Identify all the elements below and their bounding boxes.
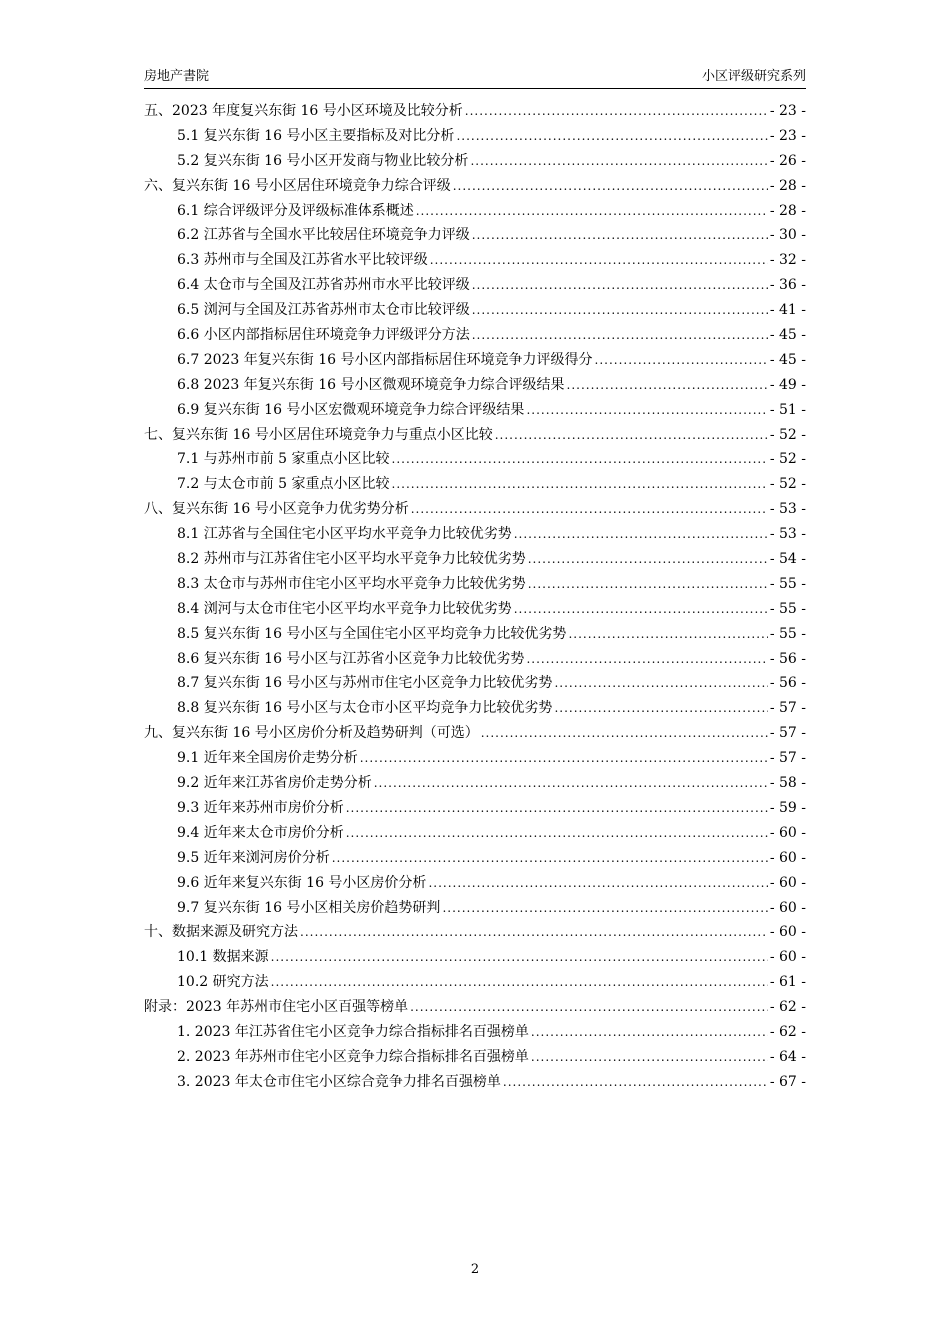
toc-dot-leader <box>428 871 767 896</box>
toc-entry-title: 6.3 苏州市与全国及江苏省水平比较评级 <box>177 252 428 269</box>
toc-section-entry[interactable] <box>144 323 806 348</box>
toc-entry-page: - 55 - <box>769 575 806 592</box>
toc-dot-leader <box>528 547 768 572</box>
toc-dot-leader <box>300 920 768 945</box>
toc-dot-leader <box>410 995 768 1020</box>
toc-entry-title: 2. 2023 年苏州市住宅小区竞争力综合指标排名百强榜单 <box>177 1048 529 1065</box>
toc-entry-page: - 49 - <box>769 376 806 393</box>
toc-section-entry[interactable] <box>144 597 806 622</box>
toc-entry-title: 七、复兴东街 16 号小区居住环境竞争力与重点小区比较 <box>144 426 493 443</box>
toc-entry-title: 6.9 复兴东街 16 号小区宏微观环境竞争力综合评级结果 <box>177 401 525 418</box>
toc-entry-page: - 28 - <box>769 202 806 219</box>
toc-entry-page: - 58 - <box>769 775 806 792</box>
toc-dot-leader <box>392 472 768 497</box>
toc-section-entry[interactable] <box>144 398 806 423</box>
table-of-contents <box>144 99 806 1095</box>
toc-entry-page: - 60 - <box>769 824 806 841</box>
toc-section-entry[interactable] <box>144 771 806 796</box>
toc-entry-page: - 60 - <box>769 899 806 916</box>
toc-dot-leader <box>416 199 768 224</box>
toc-entry-title: 5.2 复兴东街 16 号小区开发商与物业比较分析 <box>177 152 469 169</box>
toc-dot-leader <box>472 298 768 323</box>
toc-entry-title: 9.7 复兴东街 16 号小区相关房价趋势研判 <box>177 899 441 916</box>
toc-entry-page: - 59 - <box>769 799 806 816</box>
toc-entry-page: - 36 - <box>769 277 806 294</box>
toc-dot-leader <box>411 497 768 522</box>
toc-section-entry[interactable] <box>144 796 806 821</box>
toc-dot-leader <box>514 597 768 622</box>
toc-section-entry[interactable] <box>144 522 806 547</box>
toc-entry-page: - 53 - <box>769 526 806 543</box>
toc-entry-page: - 57 - <box>769 725 806 742</box>
toc-dot-leader <box>514 522 768 547</box>
toc-entry-title: 9.1 近年来全国房价走势分析 <box>177 750 358 767</box>
toc-entry-title: 6.7 2023 年复兴东街 16 号小区内部指标居住环境竞争力评级得分 <box>177 351 593 368</box>
toc-dot-leader <box>481 721 768 746</box>
toc-dot-leader <box>465 99 768 124</box>
toc-entry-title: 1. 2023 年江苏省住宅小区竞争力综合指标排名百强榜单 <box>177 1023 529 1040</box>
toc-section-entry[interactable] <box>144 472 806 497</box>
toc-entry-page: - 60 - <box>769 849 806 866</box>
toc-dot-leader <box>430 248 768 273</box>
toc-section-entry[interactable] <box>144 298 806 323</box>
toc-entry-page: - 61 - <box>769 974 806 991</box>
toc-entry-page: - 45 - <box>769 351 806 368</box>
toc-section-entry[interactable] <box>144 970 806 995</box>
toc-section-entry[interactable] <box>144 896 806 921</box>
toc-dot-leader <box>526 398 767 423</box>
toc-entry-title: 10.1 数据来源 <box>177 949 269 966</box>
toc-dot-leader <box>346 796 768 821</box>
toc-dot-leader <box>531 1045 768 1070</box>
toc-entry-page: - 30 - <box>769 227 806 244</box>
toc-entry-page: - 52 - <box>769 426 806 443</box>
toc-section-entry[interactable] <box>144 1070 806 1095</box>
toc-dot-leader <box>554 671 767 696</box>
toc-chapter-entry[interactable] <box>144 920 806 945</box>
toc-entry-page: - 57 - <box>769 700 806 717</box>
toc-dot-leader <box>392 447 768 472</box>
toc-entry-title: 6.2 江苏省与全国水平比较居住环境竞争力评级 <box>177 227 470 244</box>
toc-dot-leader <box>595 348 768 373</box>
toc-entry-page: - 53 - <box>769 501 806 518</box>
toc-section-entry[interactable] <box>144 124 806 149</box>
toc-dot-leader <box>453 174 768 199</box>
toc-entry-page: - 23 - <box>769 103 806 119</box>
toc-section-entry[interactable] <box>144 821 806 846</box>
toc-dot-leader <box>526 647 767 672</box>
toc-entry-page: - 62 - <box>769 999 806 1016</box>
toc-section-entry[interactable] <box>144 647 806 672</box>
toc-entry-title: 十、数据来源及研究方法 <box>144 924 298 941</box>
toc-dot-leader <box>568 622 767 647</box>
toc-section-entry[interactable] <box>144 746 806 771</box>
toc-entry-title: 9.4 近年来太仓市房价分析 <box>177 824 344 841</box>
toc-chapter-entry[interactable] <box>144 423 806 448</box>
toc-section-entry[interactable] <box>144 1020 806 1045</box>
toc-entry-title: 8.6 复兴东街 16 号小区与江苏省小区竞争力比较优劣势 <box>177 650 525 667</box>
toc-entry-title: 9.2 近年来江苏省房价走势分析 <box>177 775 372 792</box>
page-header <box>144 66 806 89</box>
toc-section-entry[interactable] <box>144 622 806 647</box>
toc-section-entry[interactable] <box>144 223 806 248</box>
toc-section-entry[interactable] <box>144 547 806 572</box>
toc-entry-page: - 32 - <box>769 252 806 269</box>
toc-entry-page: - 23 - <box>769 127 806 144</box>
toc-dot-leader <box>528 572 768 597</box>
toc-entry-page: - 60 - <box>769 924 806 941</box>
toc-entry-title: 六、复兴东街 16 号小区居住环境竞争力综合评级 <box>144 177 451 194</box>
toc-entry-page: - 54 - <box>769 551 806 568</box>
toc-entry-title: 6.4 太仓市与全国及江苏省苏州市水平比较评级 <box>177 277 470 294</box>
toc-entry-page: - 56 - <box>769 650 806 667</box>
toc-entry-title: 八、复兴东街 16 号小区竞争力优劣势分析 <box>144 501 409 518</box>
toc-entry-page: - 28 - <box>769 177 806 194</box>
toc-entry-title: 9.5 近年来浏河房价分析 <box>177 849 330 866</box>
toc-section-entry[interactable] <box>144 945 806 970</box>
toc-entry-page: - 41 - <box>769 302 806 319</box>
toc-entry-title: 6.8 2023 年复兴东街 16 号小区微观环境竞争力综合评级结果 <box>177 376 565 393</box>
header-publisher: 房地产書院 <box>144 69 210 84</box>
toc-entry-title: 7.1 与苏州市前 5 家重点小区比较 <box>177 451 390 468</box>
toc-entry-title: 5.1 复兴东街 16 号小区主要指标及对比分析 <box>177 127 455 144</box>
toc-entry-title: 8.8 复兴东街 16 号小区与太仓市小区平均竞争力比较优劣势 <box>177 700 553 717</box>
toc-dot-leader <box>554 696 767 721</box>
toc-section-entry[interactable] <box>144 846 806 871</box>
toc-dot-leader <box>271 945 768 970</box>
header-series-title: 小区评级研究系列 <box>701 69 806 84</box>
toc-dot-leader <box>346 821 768 846</box>
toc-entry-title: 五、2023 年度复兴东街 16 号小区环境及比较分析 <box>144 103 463 119</box>
toc-entry-page: - 45 - <box>769 327 806 344</box>
toc-dot-leader <box>442 896 767 921</box>
toc-entry-title: 6.1 综合评级评分及评级标准体系概述 <box>177 202 414 219</box>
toc-entry-title: 附录：2023 年苏州市住宅小区百强等榜单 <box>144 999 409 1016</box>
toc-section-entry[interactable] <box>144 572 806 597</box>
toc-entry-title: 10.2 研究方法 <box>177 974 269 991</box>
toc-entry-page: - 60 - <box>769 949 806 966</box>
toc-chapter-entry[interactable] <box>144 174 806 199</box>
toc-entry-title: 8.5 复兴东街 16 号小区与全国住宅小区平均竞争力比较优劣势 <box>177 625 567 642</box>
toc-chapter-entry[interactable] <box>144 721 806 746</box>
toc-dot-leader <box>472 273 768 298</box>
toc-entry-title: 9.6 近年来复兴东街 16 号小区房价分析 <box>177 874 427 891</box>
toc-entry-title: 8.3 太仓市与苏州市住宅小区平均水平竞争力比较优劣势 <box>177 575 526 592</box>
toc-entry-title: 8.2 苏州市与江苏省住宅小区平均水平竞争力比较优劣势 <box>177 551 526 568</box>
toc-dot-leader <box>332 846 768 871</box>
toc-entry-page: - 64 - <box>769 1048 806 1065</box>
toc-entry-page: - 51 - <box>769 401 806 418</box>
toc-entry-page: - 26 - <box>769 152 806 169</box>
toc-section-entry[interactable] <box>144 199 806 224</box>
toc-dot-leader <box>472 223 768 248</box>
toc-dot-leader <box>472 323 768 348</box>
toc-entry-title: 8.1 江苏省与全国住宅小区平均水平竞争力比较优劣势 <box>177 526 512 543</box>
toc-dot-leader <box>531 1020 768 1045</box>
toc-entry-title: 9.3 近年来苏州市房价分析 <box>177 799 344 816</box>
toc-section-entry[interactable] <box>144 871 806 896</box>
toc-dot-leader <box>503 1070 768 1095</box>
toc-entry-page: - 67 - <box>769 1073 806 1090</box>
toc-entry-title: 6.5 浏河与全国及江苏省苏州市太仓市比较评级 <box>177 302 470 319</box>
toc-chapter-entry[interactable] <box>144 497 806 522</box>
toc-entry-title: 8.7 复兴东街 16 号小区与苏州市住宅小区竞争力比较优劣势 <box>177 675 553 692</box>
toc-dot-leader <box>470 149 767 174</box>
toc-entry-page: - 62 - <box>769 1023 806 1040</box>
toc-section-entry[interactable] <box>144 373 806 398</box>
toc-entry-title: 3. 2023 年太仓市住宅小区综合竞争力排名百强榜单 <box>177 1073 501 1090</box>
toc-section-entry[interactable] <box>144 348 806 373</box>
toc-entry-title: 6.6 小区内部指标居住环境竞争力评级评分方法 <box>177 327 470 344</box>
toc-section-entry[interactable] <box>144 149 806 174</box>
toc-section-entry[interactable] <box>144 1045 806 1070</box>
toc-dot-leader <box>360 746 768 771</box>
toc-dot-leader <box>456 124 767 149</box>
toc-entry-page: - 60 - <box>769 874 806 891</box>
toc-entry-page: - 52 - <box>769 476 806 493</box>
toc-entry-page: - 55 - <box>769 600 806 617</box>
toc-entry-page: - 57 - <box>769 750 806 767</box>
toc-chapter-entry[interactable] <box>144 995 806 1020</box>
toc-dot-leader <box>271 970 768 995</box>
toc-entry-page: - 52 - <box>769 451 806 468</box>
toc-entry-title: 九、复兴东街 16 号小区房价分析及趋势研判（可选） <box>144 725 479 742</box>
page-number: 2 <box>470 1262 480 1277</box>
toc-dot-leader <box>374 771 768 796</box>
toc-section-entry[interactable] <box>144 447 806 472</box>
toc-chapter-entry[interactable] <box>144 99 806 124</box>
toc-entry-page: - 55 - <box>769 625 806 642</box>
toc-dot-leader <box>567 373 768 398</box>
toc-entry-page: - 56 - <box>769 675 806 692</box>
toc-section-entry[interactable] <box>144 273 806 298</box>
toc-section-entry[interactable] <box>144 671 806 696</box>
toc-section-entry[interactable] <box>144 248 806 273</box>
toc-section-entry[interactable] <box>144 696 806 721</box>
toc-entry-title: 8.4 浏河与太仓市住宅小区平均水平竞争力比较优劣势 <box>177 600 512 617</box>
toc-entry-title: 7.2 与太仓市前 5 家重点小区比较 <box>177 476 390 493</box>
toc-dot-leader <box>495 423 768 448</box>
